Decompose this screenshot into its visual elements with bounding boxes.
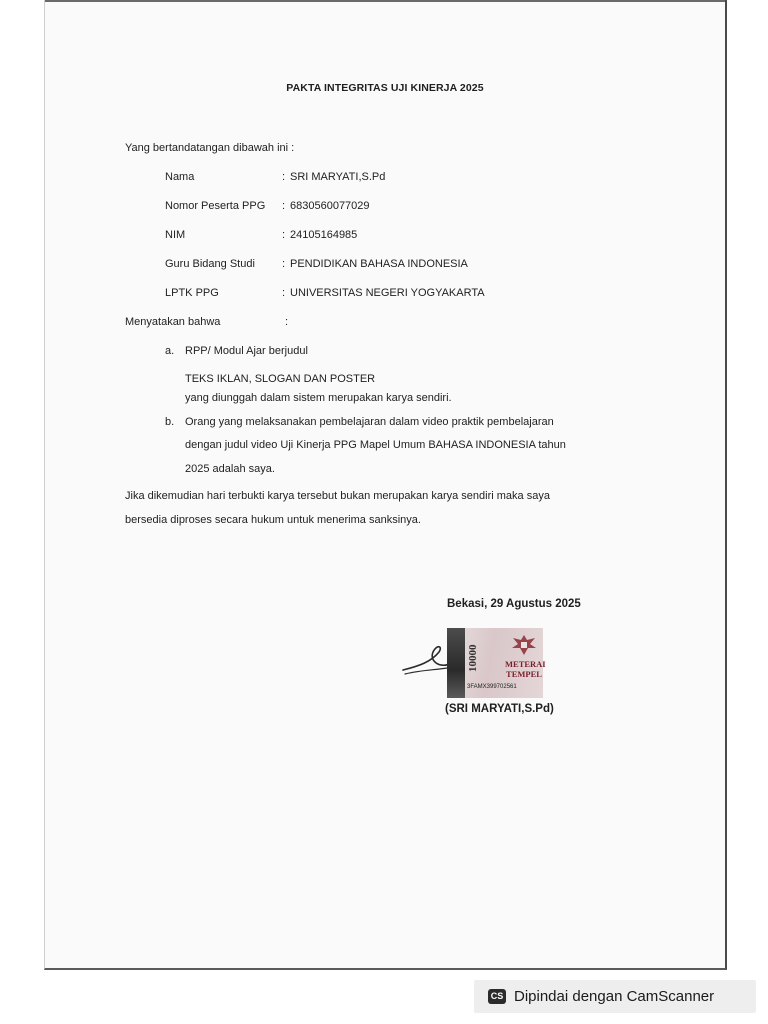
signatory-name: (SRI MARYATI,S.Pd) [445, 703, 554, 715]
meterai-stamp [447, 628, 546, 698]
stamp-label-bottom: TEMPEL [506, 669, 542, 679]
item-b-marker: b. [165, 416, 175, 428]
item-a-line1: RPP/ Modul Ajar berjudul [185, 345, 308, 357]
declaration-colon: : [285, 316, 289, 328]
stamp-label-top: METERAI [505, 659, 546, 669]
stamp-security-strip [447, 628, 465, 698]
item-a-module-title: TEKS IKLAN, SLOGAN DAN POSTER [185, 373, 376, 385]
field-label-lptk: LPTK PPG [165, 287, 219, 299]
document-page [44, 0, 727, 970]
item-b-line2: dengan judul video Uji Kinerja PPG Mapel Umum BAHASA INDONESIA tahun [185, 439, 566, 451]
field-colon: : [282, 171, 286, 183]
garuda-emblem-icon [509, 632, 539, 658]
field-label-nim: NIM [165, 229, 186, 241]
field-value-lptk: UNIVERSITAS NEGERI YOGYAKARTA [290, 287, 485, 299]
stamp-value: 10000 [467, 644, 479, 672]
field-label-nama: Nama [165, 171, 195, 183]
document-title: PAKTA INTEGRITAS UJI KINERJA 2025 [286, 82, 484, 94]
place-date: Bekasi, 29 Agustus 2025 [447, 598, 581, 610]
field-label-bidang-studi: Guru Bidang Studi [165, 258, 255, 270]
page-top-edge [45, 0, 725, 2]
field-colon: : [282, 200, 286, 212]
field-value-bidang-studi: PENDIDIKAN BAHASA INDONESIA [290, 258, 468, 270]
item-a-marker: a. [165, 345, 175, 357]
field-colon: : [282, 229, 286, 241]
field-colon: : [282, 258, 286, 270]
item-a-line3: yang diunggah dalam sistem merupakan karya sendiri. [185, 392, 452, 404]
field-value-nim: 24105164985 [290, 229, 358, 241]
field-value-nama: SRI MARYATI,S.Pd [290, 171, 386, 183]
field-label-nomor-peserta: Nomor Peserta PPG [165, 200, 266, 212]
stamp-serial: 3FAMX399702561 [467, 684, 517, 690]
closing-line1: Jika dikemudian hari terbukti karya tersebut bukan merupakan karya sendiri maka saya [125, 490, 550, 502]
camscanner-logo-icon: CS [488, 989, 506, 1004]
field-value-nomor-peserta: 6830560077029 [290, 200, 370, 212]
item-b-line1: Orang yang melaksanakan pembelajaran dalam video praktik pembelajaran [185, 416, 554, 428]
camscanner-badge [474, 980, 756, 1013]
closing-line2: bersedia diproses secara hukum untuk menerima sanksinya. [125, 514, 421, 526]
declaration-label: Menyatakan bahwa [125, 316, 221, 328]
intro-text: Yang bertandatangan dibawah ini : [125, 142, 295, 154]
item-b-line3: 2025 adalah saya. [185, 463, 275, 475]
field-colon: : [282, 287, 286, 299]
camscanner-text: Dipindai dengan CamScanner [514, 988, 715, 1005]
